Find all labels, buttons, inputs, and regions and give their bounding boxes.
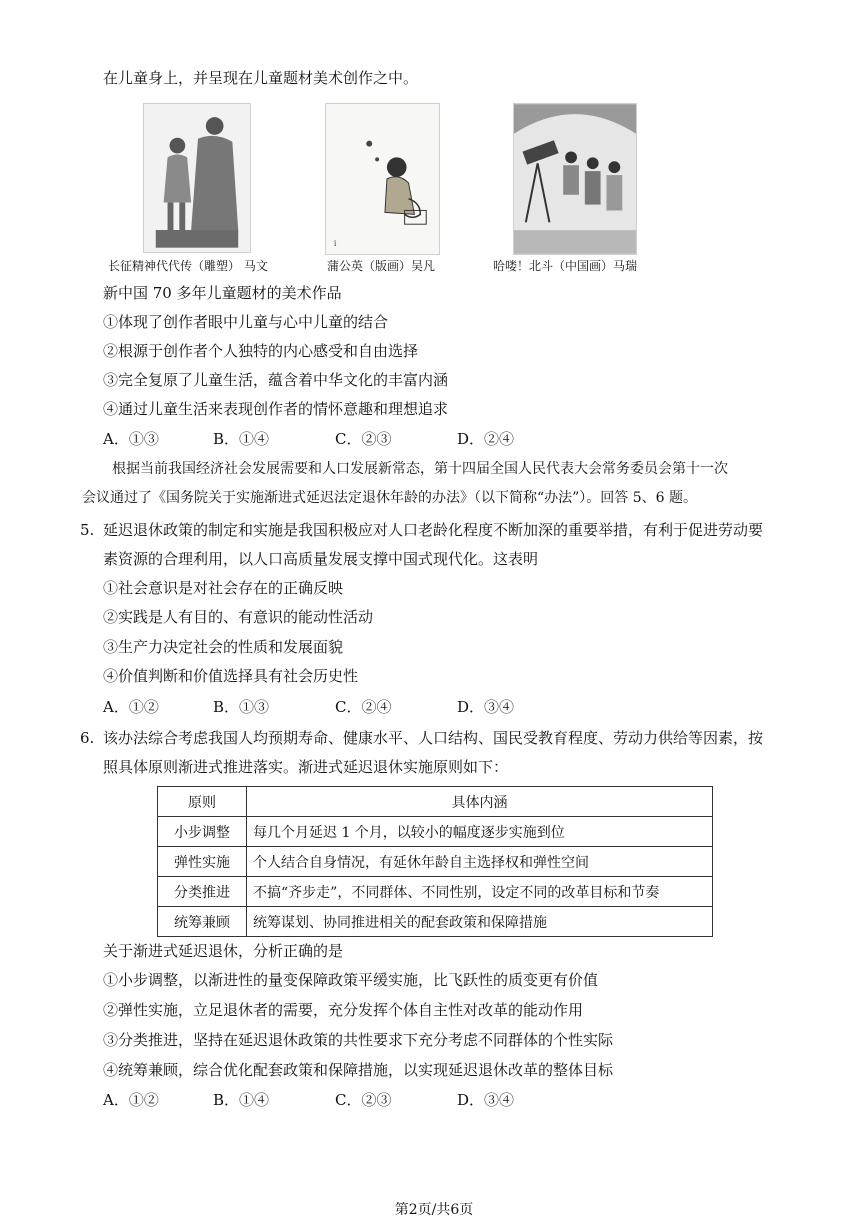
table-cell-content: 统筹谋划、协同推进相关的配套政策和保障措施 [247,907,713,937]
q5-statement-2: ②实践是人有目的、有意识的能动性活动 [103,608,374,626]
q6-option-c[interactable]: C．②③ [335,1091,392,1109]
table-row [158,907,713,937]
q4-statement-1: ①体现了创作者眼中儿童与心中儿童的结合 [103,313,389,331]
q6-option-d[interactable]: D．③④ [457,1091,515,1109]
intro-line: 在儿童身上，并呈现在儿童题材美术创作之中。 [103,69,419,87]
sculpture-illustration [144,104,250,252]
q6-option-b[interactable]: B．①④ [213,1091,270,1109]
q6-statement-3: ③分类推进，坚持在延迟退休政策的共性要求下充分考虑不同群体的个性实际 [103,1031,614,1049]
table-header-principle: 原则 [158,787,247,817]
q4-statement-2: ②根源于创作者个人独特的内心感受和自由选择 [103,342,419,360]
q6-statement-1: ①小步调整，以渐进性的量变保障政策平缓实施，比飞跃性的质变更有价值 [103,971,599,989]
principles-table [157,786,713,937]
painting-image [513,103,637,255]
q4-option-d[interactable]: D．②④ [457,430,515,448]
material-line-2: 会议通过了《国务院关于实施渐进式延迟法定退休年龄的办法》（以下简称“办法”）。回答 5、6 题。 [82,490,698,506]
figure-caption-2: 蒲公英（版画）吴凡 [327,259,436,273]
q4-option-b[interactable]: B．①④ [213,430,270,448]
table-cell-principle: 分类推进 [158,877,247,907]
table-cell-content: 每几个月延迟 1 个月，以较小的幅度逐步实施到位 [247,817,713,847]
q5-stem-line-1: 延迟退休政策的制定和实施是我国积极应对人口老龄化程度不断加深的重要举措，有利于促进劳动要 [103,521,764,539]
q5-statement-1: ①社会意识是对社会存在的正确反映 [103,579,344,597]
table-cell-content: 不搞“齐步走”，不同群体、不同性别，设定不同的改革目标和节奏 [247,877,713,907]
figure-caption-3: 哈喽！北斗（中国画）马瑞 [493,259,638,273]
svg-text:ⅰ: ⅰ [333,238,337,248]
q5-stem-line-2: 素资源的合理利用，以人口高质量发展支撑中国式现代化。这表明 [103,550,539,568]
q4-option-c[interactable]: C．②③ [335,430,392,448]
page-footer: 第2页/共6页 [394,1202,474,1218]
q5-option-b[interactable]: B．①③ [213,698,270,716]
table-cell-principle: 小步调整 [158,817,247,847]
q4-statement-4: ④通过儿童生活来表现创作者的情怀意趣和理想追求 [103,400,449,418]
material-line-1: 根据当前我国经济社会发展需要和人口发展新常态，第十四届全国人民代表大会常务委员会第十一次 [112,461,728,477]
q5-number: 5. [80,521,95,539]
q4-stem: 新中国 70 多年儿童题材的美术作品 [103,284,342,302]
q6-option-a[interactable]: A．①② [103,1091,159,1109]
table-row [158,847,713,877]
table-row [158,877,713,907]
print-illustration [326,104,439,254]
print-image [325,103,440,255]
table-header-content: 具体内涵 [247,787,713,817]
q5-option-a[interactable]: A．①② [103,698,159,716]
painting-illustration [514,104,636,254]
table-header-row [158,787,713,817]
q6-stem-line-2: 照具体原则渐进式推进落实。渐进式延迟退休实施原则如下： [103,758,509,776]
q6-statement-4: ④统筹兼顾，综合优化配套政策和保障措施，以实现延迟退休改革的整体目标 [103,1061,614,1079]
table-row [158,817,713,847]
q5-statement-3: ③生产力决定社会的性质和发展面貌 [103,638,344,656]
q5-option-d[interactable]: D．③④ [457,698,515,716]
table-cell-content: 个人结合自身情况，有延休年龄自主选择权和弹性空间 [247,847,713,877]
q5-statement-4: ④价值判断和价值选择具有社会历史性 [103,667,359,685]
q5-option-c[interactable]: C．②④ [335,698,392,716]
figure-caption-1: 长征精神代代传（雕塑） 马文 [108,259,268,273]
q4-statement-3: ③完全复原了儿童生活，蕴含着中华文化的丰富内涵 [103,371,449,389]
q6-stem-line-1: 该办法综合考虑我国人均预期寿命、健康水平、人口结构、国民受教育程度、劳动力供给等因素，按 [103,729,764,747]
q6-question: 关于渐进式延迟退休，分析正确的是 [103,942,344,960]
table-cell-principle: 弹性实施 [158,847,247,877]
table-cell-principle: 统筹兼顾 [158,907,247,937]
q6-number: 6. [80,729,95,747]
q4-option-a[interactable]: A．①③ [103,430,159,448]
q6-statement-2: ②弹性实施，立足退休者的需要，充分发挥个体自主性对改革的能动作用 [103,1001,584,1019]
sculpture-image [143,103,251,253]
